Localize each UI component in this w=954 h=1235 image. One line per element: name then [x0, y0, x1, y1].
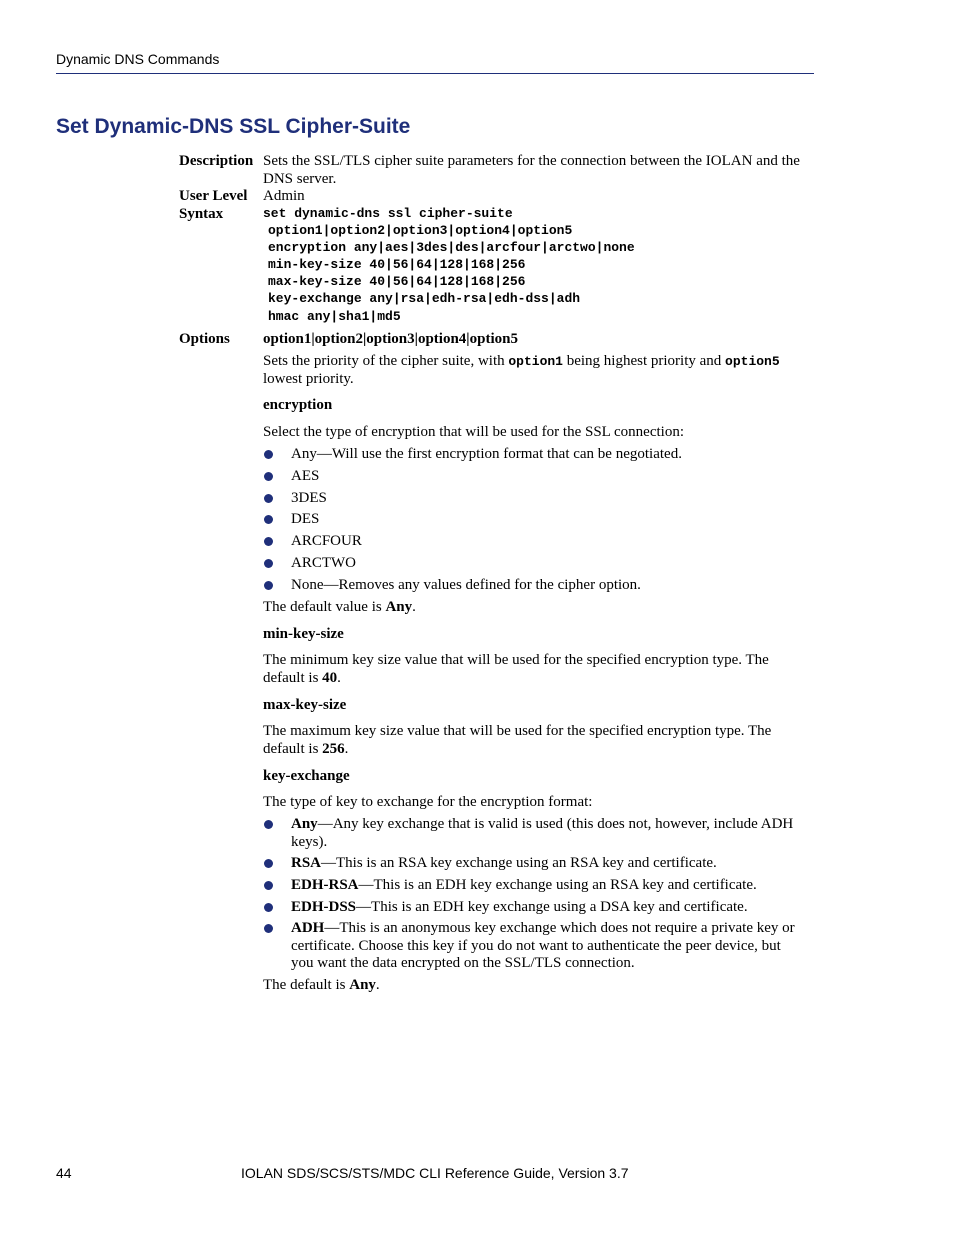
syntax-line: min-key-size 40|56|64|128|168|256	[268, 257, 526, 272]
min-key-size-desc: The minimum key size value that will be used for the specified encryption type. The default is 40.	[263, 652, 769, 686]
bullet-icon	[264, 559, 273, 568]
syntax-line: set dynamic-dns ssl cipher-suite	[263, 206, 513, 221]
syntax-line: hmac any|sha1|md5	[268, 309, 401, 324]
list-item: None—Removes any values defined for the cipher option.	[291, 577, 641, 593]
bullet-icon	[264, 924, 273, 933]
user-level-label: User Level	[179, 188, 248, 204]
list-item: Any—Any key exchange that is valid is used (this does not, however, include ADH keys).	[291, 816, 794, 850]
list-item: DES	[291, 511, 320, 527]
syntax-label: Syntax	[179, 206, 224, 222]
encryption-heading: encryption	[263, 397, 333, 413]
description-label: Description	[179, 153, 254, 169]
bullet-icon	[264, 494, 273, 503]
page-number: 44	[56, 1165, 72, 1181]
list-item: 3DES	[291, 490, 327, 506]
bullet-icon	[264, 881, 273, 890]
encryption-default: The default value is Any.	[263, 599, 416, 615]
syntax-line: encryption any|aes|3des|des|arcfour|arctwo|none	[268, 240, 635, 255]
max-key-size-heading: max-key-size	[263, 697, 347, 713]
syntax-line: max-key-size 40|56|64|128|168|256	[268, 274, 526, 289]
bullet-icon	[264, 581, 273, 590]
bullet-icon	[264, 859, 273, 868]
bullet-icon	[264, 472, 273, 481]
page-title: Set Dynamic-DNS SSL Cipher-Suite	[56, 115, 411, 138]
options-label: Options	[179, 331, 230, 347]
list-item: ARCTWO	[291, 555, 356, 571]
list-item: Any—Will use the first encryption format that can be negotiated.	[291, 446, 682, 462]
footer-guide-title: IOLAN SDS/SCS/STS/MDC CLI Reference Guide, Version 3.7	[241, 1165, 629, 1181]
encryption-intro: Select the type of encryption that will be used for the SSL connection:	[263, 424, 685, 440]
max-key-size-desc: The maximum key size value that will be used for the specified encryption type. The default is 256.	[263, 723, 772, 757]
list-item: RSA—This is an RSA key exchange using an RSA key and certificate.	[291, 855, 717, 871]
option-priority-heading: option1|option2|option3|option4|option5	[263, 331, 518, 347]
option-priority-desc: Sets the priority of the cipher suite, with option1 being highest priority and option5 lowest priority.	[263, 353, 780, 387]
bullet-icon	[264, 515, 273, 524]
bullet-icon	[264, 450, 273, 459]
list-item: AES	[291, 468, 320, 484]
header-rule	[56, 73, 814, 74]
key-exchange-default: The default is Any.	[263, 977, 380, 993]
syntax-line: key-exchange any|rsa|edh-rsa|edh-dss|adh	[268, 291, 581, 306]
bullet-icon	[264, 820, 273, 829]
list-item: ARCFOUR	[291, 533, 362, 549]
min-key-size-heading: min-key-size	[263, 626, 344, 642]
list-item: ADH—This is an anonymous key exchange which does not require a private key or certificate. Choose this key if you do not want to authenticate the peer device, but you want the data encrypted on the SSL/TLS connection.	[291, 920, 795, 971]
syntax-line: option1|option2|option3|option4|option5	[268, 223, 573, 238]
running-header: Dynamic DNS Commands	[56, 51, 220, 67]
key-exchange-intro: The type of key to exchange for the encryption format:	[263, 794, 593, 810]
list-item: EDH-RSA—This is an EDH key exchange using an RSA key and certificate.	[291, 877, 757, 893]
bullet-icon	[264, 903, 273, 912]
list-item: EDH-DSS—This is an EDH key exchange using a DSA key and certificate.	[291, 899, 748, 915]
key-exchange-heading: key-exchange	[263, 768, 350, 784]
description-text: Sets the SSL/TLS cipher suite parameters for the connection between the IOLAN and the DNS server.	[263, 153, 800, 187]
bullet-icon	[264, 537, 273, 546]
user-level-value: Admin	[263, 188, 305, 204]
